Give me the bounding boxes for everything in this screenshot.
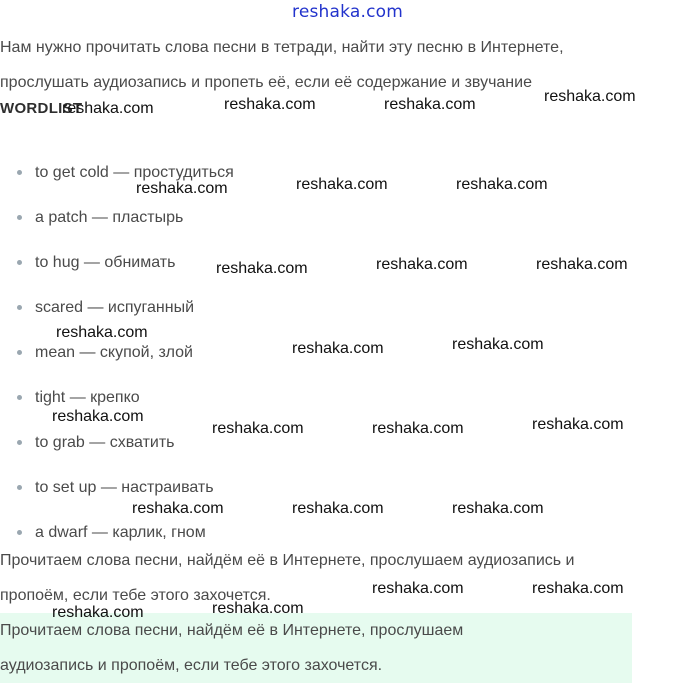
wordlist-heading: WORDLIST: [0, 100, 83, 117]
watermark: reshaka.com: [532, 416, 624, 433]
watermark: reshaka.com: [136, 180, 228, 197]
summary-paragraph: [0, 543, 680, 613]
bullet-icon: [17, 215, 22, 220]
watermark: reshaka.com: [292, 500, 384, 517]
watermark: reshaka.com: [536, 256, 628, 273]
bullet-icon: [17, 170, 22, 175]
watermark: reshaka.com: [292, 340, 384, 357]
bullet-icon: [17, 395, 22, 400]
wordlist-item-text: to get cold — простудиться: [35, 163, 234, 181]
bullet-icon: [17, 260, 22, 265]
watermark: reshaka.com: [452, 336, 544, 353]
watermark: reshaka.com: [224, 96, 316, 113]
site-logo[interactable]: reshaka.com: [292, 2, 403, 22]
intro-line: Нам нужно прочитать слова песни в тетради, найти эту песню в Интернете,: [0, 39, 564, 56]
watermark: reshaka.com: [544, 88, 636, 105]
wordlist-item: [0, 240, 234, 285]
watermark: reshaka.com: [452, 500, 544, 517]
watermark: reshaka.com: [62, 100, 154, 117]
wordlist-item-text: a dwarf — карлик, гном: [35, 523, 206, 541]
watermark: reshaka.com: [216, 260, 308, 277]
wordlist-item: [0, 420, 234, 465]
wordlist-item-text: to grab — схватить: [35, 433, 175, 451]
bullet-icon: [17, 440, 22, 445]
watermark: reshaka.com: [212, 420, 304, 437]
watermark: reshaka.com: [372, 420, 464, 437]
bullet-icon: [17, 305, 22, 310]
wordlist: [0, 150, 234, 555]
wordlist-item-text: mean — скупой, злой: [35, 343, 193, 361]
intro-line: прослушать аудиозапись и пропеть её, если её содержание и звучание: [0, 74, 532, 91]
answer-box: [0, 613, 632, 683]
wordlist-item-text: scared — испуганный: [35, 298, 195, 316]
wordlist-item-text: to hug — обнимать: [35, 253, 176, 271]
watermark: reshaka.com: [132, 500, 224, 517]
wordlist-item-text: tight — крепко: [35, 388, 140, 406]
summary-line: Прочитаем слова песни, найдём её в Интернете, прослушаем аудиозапись и: [0, 552, 575, 569]
bullet-icon: [17, 485, 22, 490]
watermark: reshaka.com: [456, 176, 548, 193]
bullet-icon: [17, 530, 22, 535]
wordlist-item-text: a patch — пластырь: [35, 208, 184, 226]
watermark: reshaka.com: [372, 580, 464, 597]
wordlist-item-text: to set up — настраивать: [35, 478, 214, 496]
answer-line: Прочитаем слова песни, найдём её в Интернете, прослушаем: [0, 622, 464, 639]
wordlist-item: [0, 195, 234, 240]
summary-line: пропоём, если тебе этого захочется.: [0, 587, 271, 604]
watermark: reshaka.com: [52, 604, 144, 621]
watermark: reshaka.com: [532, 580, 624, 597]
watermark: reshaka.com: [212, 600, 304, 617]
watermark: reshaka.com: [384, 96, 476, 113]
bullet-icon: [17, 350, 22, 355]
watermark: reshaka.com: [376, 256, 468, 273]
watermark: reshaka.com: [296, 176, 388, 193]
watermark: reshaka.com: [56, 324, 148, 341]
answer-line: аудиозапись и пропоём, если тебе этого захочется.: [0, 657, 383, 674]
watermark: reshaka.com: [52, 408, 144, 425]
